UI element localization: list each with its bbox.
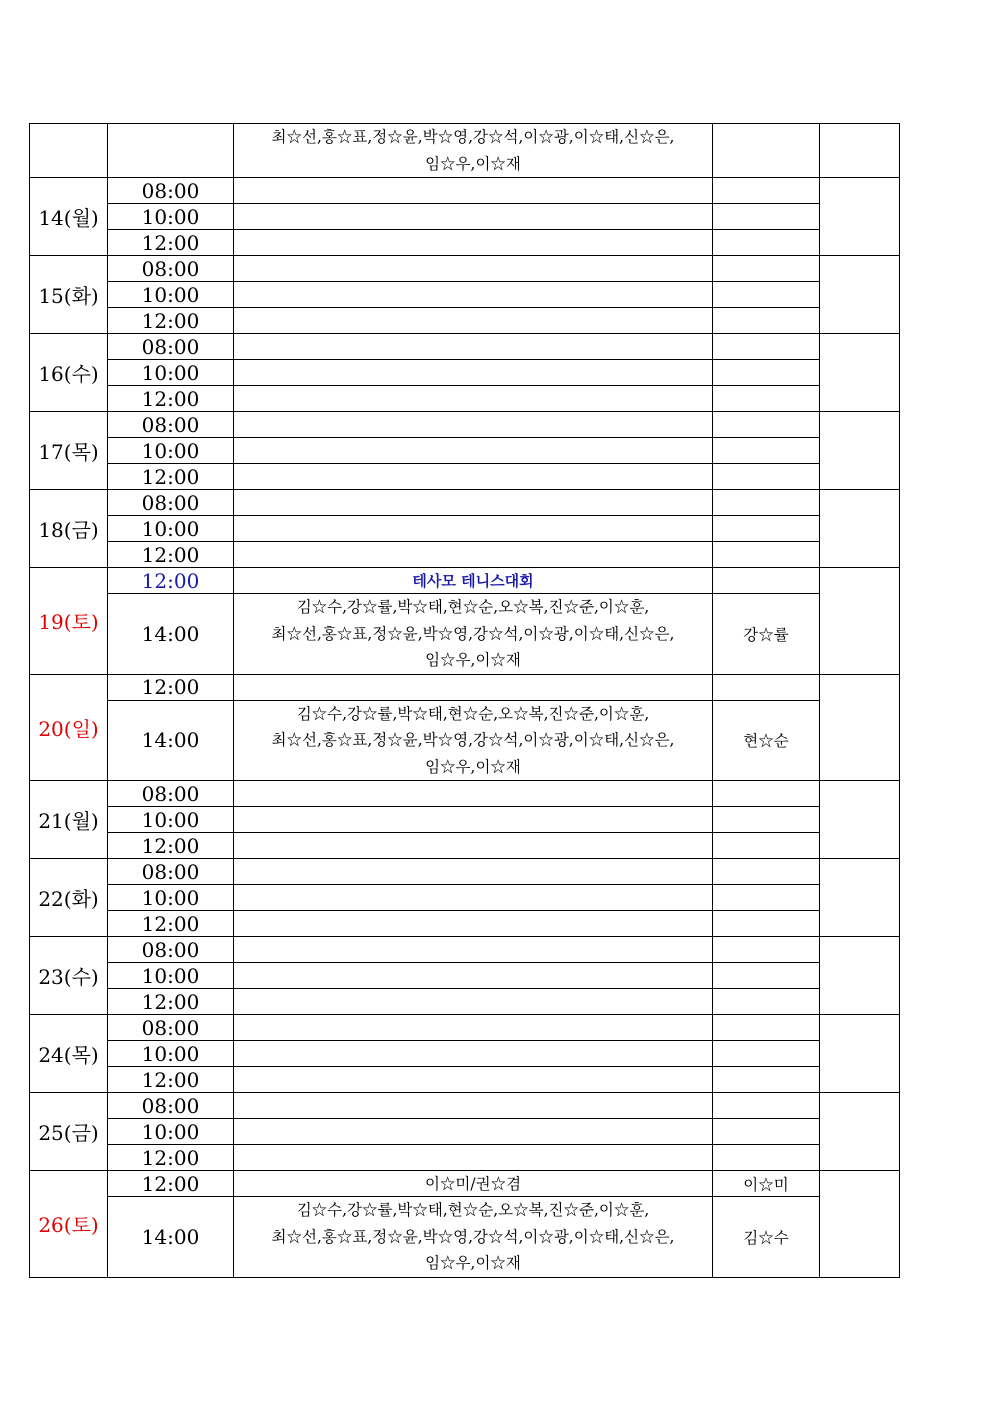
day-label: 16(수) (30, 334, 108, 412)
schedule-row (30, 781, 900, 807)
schedule-row (30, 1041, 900, 1067)
schedule-row (30, 700, 900, 781)
players-cell (234, 833, 713, 859)
players-line: 임☆우,이☆재 (425, 651, 521, 669)
players-cell (234, 594, 713, 675)
note-cell (820, 256, 900, 334)
schedule-row (30, 594, 900, 675)
schedule-row (30, 1093, 900, 1119)
leader-cell (713, 1041, 820, 1067)
schedule-row (30, 542, 900, 568)
time-slot: 10:00 (108, 438, 234, 464)
time-slot: 08:00 (108, 490, 234, 516)
time-cell (108, 124, 234, 178)
time-slot: 12:00 (108, 230, 234, 256)
day-label: 19(토) (30, 568, 108, 675)
players-line: 김☆수,강☆률,박☆태,현☆순,오☆복,진☆준,이☆훈, (296, 1201, 650, 1219)
day-label: 23(수) (30, 937, 108, 1015)
leader-cell (713, 542, 820, 568)
leader-cell (713, 781, 820, 807)
schedule-row (30, 412, 900, 438)
players-cell (234, 989, 713, 1015)
schedule-row (30, 807, 900, 833)
schedule-row (30, 360, 900, 386)
leader-cell (713, 230, 820, 256)
leader-cell (713, 438, 820, 464)
time-slot: 10:00 (108, 1119, 234, 1145)
players-cell (234, 859, 713, 885)
day-label: 24(목) (30, 1015, 108, 1093)
time-slot: 12:00 (108, 568, 234, 594)
time-slot: 08:00 (108, 781, 234, 807)
day-label: 14(월) (30, 178, 108, 256)
players-line: 최☆선,홍☆표,정☆윤,박☆영,강☆석,이☆광,이☆태,신☆은, (271, 1227, 675, 1246)
note-cell (820, 412, 900, 490)
time-slot: 12:00 (108, 989, 234, 1015)
leader-cell (713, 308, 820, 334)
leader-cell (713, 674, 820, 700)
leader-cell (713, 568, 820, 594)
day-label: 17(목) (30, 412, 108, 490)
players-cell (234, 386, 713, 412)
leader-cell (713, 282, 820, 308)
players-line: 임☆우,이☆재 (425, 757, 521, 776)
players-cell (234, 124, 713, 178)
note-cell (820, 490, 900, 568)
players-line: 김☆수,강☆률,박☆태,현☆순,오☆복,진☆준,이☆훈, (296, 704, 650, 723)
players-cell (234, 516, 713, 542)
schedule-row (30, 334, 900, 360)
players-cell (234, 334, 713, 360)
schedule-row (30, 674, 900, 700)
time-slot: 08:00 (108, 1015, 234, 1041)
time-slot: 08:00 (108, 256, 234, 282)
leader-cell: 이☆미 (713, 1171, 820, 1197)
leader-cell (713, 1093, 820, 1119)
note-cell (820, 781, 900, 859)
day-label: 20(일) (30, 674, 108, 781)
leader-cell (713, 1145, 820, 1171)
players-cell (234, 807, 713, 833)
leader-cell: 현☆순 (713, 700, 820, 781)
time-slot: 10:00 (108, 204, 234, 230)
schedule-row (30, 859, 900, 885)
leader-cell (713, 963, 820, 989)
time-slot: 10:00 (108, 807, 234, 833)
schedule-row (30, 833, 900, 859)
players-cell (234, 937, 713, 963)
players-cell (234, 490, 713, 516)
leader-cell (713, 490, 820, 516)
schedule-row (30, 911, 900, 937)
note-cell (820, 1171, 900, 1278)
time-slot: 14:00 (108, 594, 234, 675)
players-cell (234, 911, 713, 937)
players-cell (234, 1041, 713, 1067)
players-cell (234, 542, 713, 568)
day-label: 21(월) (30, 781, 108, 859)
players-cell (234, 885, 713, 911)
time-slot: 14:00 (108, 1197, 234, 1278)
players-cell (234, 204, 713, 230)
schedule-row (30, 1067, 900, 1093)
time-slot: 10:00 (108, 282, 234, 308)
schedule-row (30, 230, 900, 256)
leader-cell (713, 204, 820, 230)
players-cell (234, 308, 713, 334)
day-label: 25(금) (30, 1093, 108, 1171)
time-slot: 10:00 (108, 360, 234, 386)
schedule-row (30, 1145, 900, 1171)
time-slot: 12:00 (108, 308, 234, 334)
leader-cell (713, 464, 820, 490)
leader-cell (713, 412, 820, 438)
schedule-row (30, 989, 900, 1015)
time-slot: 14:00 (108, 700, 234, 781)
schedule-table (29, 123, 900, 1278)
time-slot: 10:00 (108, 516, 234, 542)
leader-cell (713, 1119, 820, 1145)
players-cell (234, 1067, 713, 1093)
schedule-row (30, 937, 900, 963)
schedule-row (30, 568, 900, 594)
schedule-row (30, 204, 900, 230)
schedule-row (30, 282, 900, 308)
time-slot: 08:00 (108, 859, 234, 885)
schedule-row (30, 386, 900, 412)
note-cell (820, 1015, 900, 1093)
schedule-row (30, 178, 900, 204)
players-line: 최☆선,홍☆표,정☆윤,박☆영,강☆석,이☆광,이☆태,신☆은, (271, 128, 675, 146)
leader-cell (713, 124, 820, 178)
time-slot: 12:00 (108, 464, 234, 490)
schedule-row (30, 885, 900, 911)
time-slot: 08:00 (108, 178, 234, 204)
players-cell (234, 1119, 713, 1145)
schedule-row (30, 256, 900, 282)
time-slot: 10:00 (108, 963, 234, 989)
note-cell (820, 1093, 900, 1171)
players-cell (234, 464, 713, 490)
leader-cell (713, 1067, 820, 1093)
time-slot: 10:00 (108, 885, 234, 911)
leader-cell (713, 911, 820, 937)
players-cell (234, 963, 713, 989)
time-slot: 10:00 (108, 1041, 234, 1067)
players-line: 최☆선,홍☆표,정☆윤,박☆영,강☆석,이☆광,이☆태,신☆은, (271, 731, 675, 749)
time-slot: 12:00 (108, 1067, 234, 1093)
schedule-row (30, 516, 900, 542)
schedule-row (30, 308, 900, 334)
leader-cell (713, 386, 820, 412)
players-cell (234, 412, 713, 438)
leader-cell: 김☆수 (713, 1197, 820, 1278)
time-slot: 12:00 (108, 911, 234, 937)
note-cell (820, 568, 900, 675)
day-label: 22(화) (30, 859, 108, 937)
time-slot: 12:00 (108, 674, 234, 700)
schedule-row (30, 1171, 900, 1197)
players-line: 임☆우,이☆재 (425, 1254, 521, 1272)
players-line: 최☆선,홍☆표,정☆윤,박☆영,강☆석,이☆광,이☆태,신☆은, (271, 624, 675, 643)
note-cell (820, 124, 900, 178)
note-cell (820, 859, 900, 937)
players-line: 임☆우,이☆재 (425, 154, 521, 173)
players-cell (234, 256, 713, 282)
note-cell (820, 674, 900, 781)
time-slot: 12:00 (108, 542, 234, 568)
day-label: 15(화) (30, 256, 108, 334)
players-cell (234, 781, 713, 807)
time-slot: 08:00 (108, 1093, 234, 1119)
time-slot: 12:00 (108, 386, 234, 412)
leader-cell (713, 178, 820, 204)
schedule-row (30, 438, 900, 464)
players-cell (234, 282, 713, 308)
leader-cell (713, 1015, 820, 1041)
day-label: 26(토) (30, 1171, 108, 1278)
note-cell (820, 334, 900, 412)
leader-cell: 강☆률 (713, 594, 820, 675)
players-line: 김☆수,강☆률,박☆태,현☆순,오☆복,진☆준,이☆훈, (296, 598, 650, 616)
time-slot: 08:00 (108, 334, 234, 360)
leader-cell (713, 937, 820, 963)
leader-cell (713, 334, 820, 360)
players-cell (234, 1145, 713, 1171)
players-cell (234, 178, 713, 204)
time-slot: 08:00 (108, 412, 234, 438)
time-slot: 12:00 (108, 1171, 234, 1197)
leader-cell (713, 859, 820, 885)
schedule-row (30, 490, 900, 516)
players-cell (234, 360, 713, 386)
continuation-row (30, 124, 900, 178)
schedule-row (30, 1197, 900, 1278)
leader-cell (713, 256, 820, 282)
event-title: 테사모 테니스대회 (234, 568, 713, 594)
leader-cell (713, 989, 820, 1015)
time-slot: 12:00 (108, 1145, 234, 1171)
day-label: 18(금) (30, 490, 108, 568)
players-cell (234, 674, 713, 700)
schedule-row (30, 1015, 900, 1041)
leader-cell (713, 807, 820, 833)
schedule-row (30, 963, 900, 989)
players-cell: 이☆미/권☆겸 (234, 1171, 713, 1197)
schedule-row (30, 1119, 900, 1145)
note-cell (820, 178, 900, 256)
leader-cell (713, 885, 820, 911)
players-cell (234, 1197, 713, 1278)
players-cell (234, 438, 713, 464)
players-cell (234, 230, 713, 256)
players-cell (234, 700, 713, 781)
schedule-row (30, 464, 900, 490)
leader-cell (713, 360, 820, 386)
players-cell (234, 1093, 713, 1119)
note-cell (820, 937, 900, 1015)
leader-cell (713, 516, 820, 542)
time-slot: 12:00 (108, 833, 234, 859)
time-slot: 08:00 (108, 937, 234, 963)
day-cell (30, 124, 108, 178)
players-cell (234, 1015, 713, 1041)
leader-cell (713, 833, 820, 859)
